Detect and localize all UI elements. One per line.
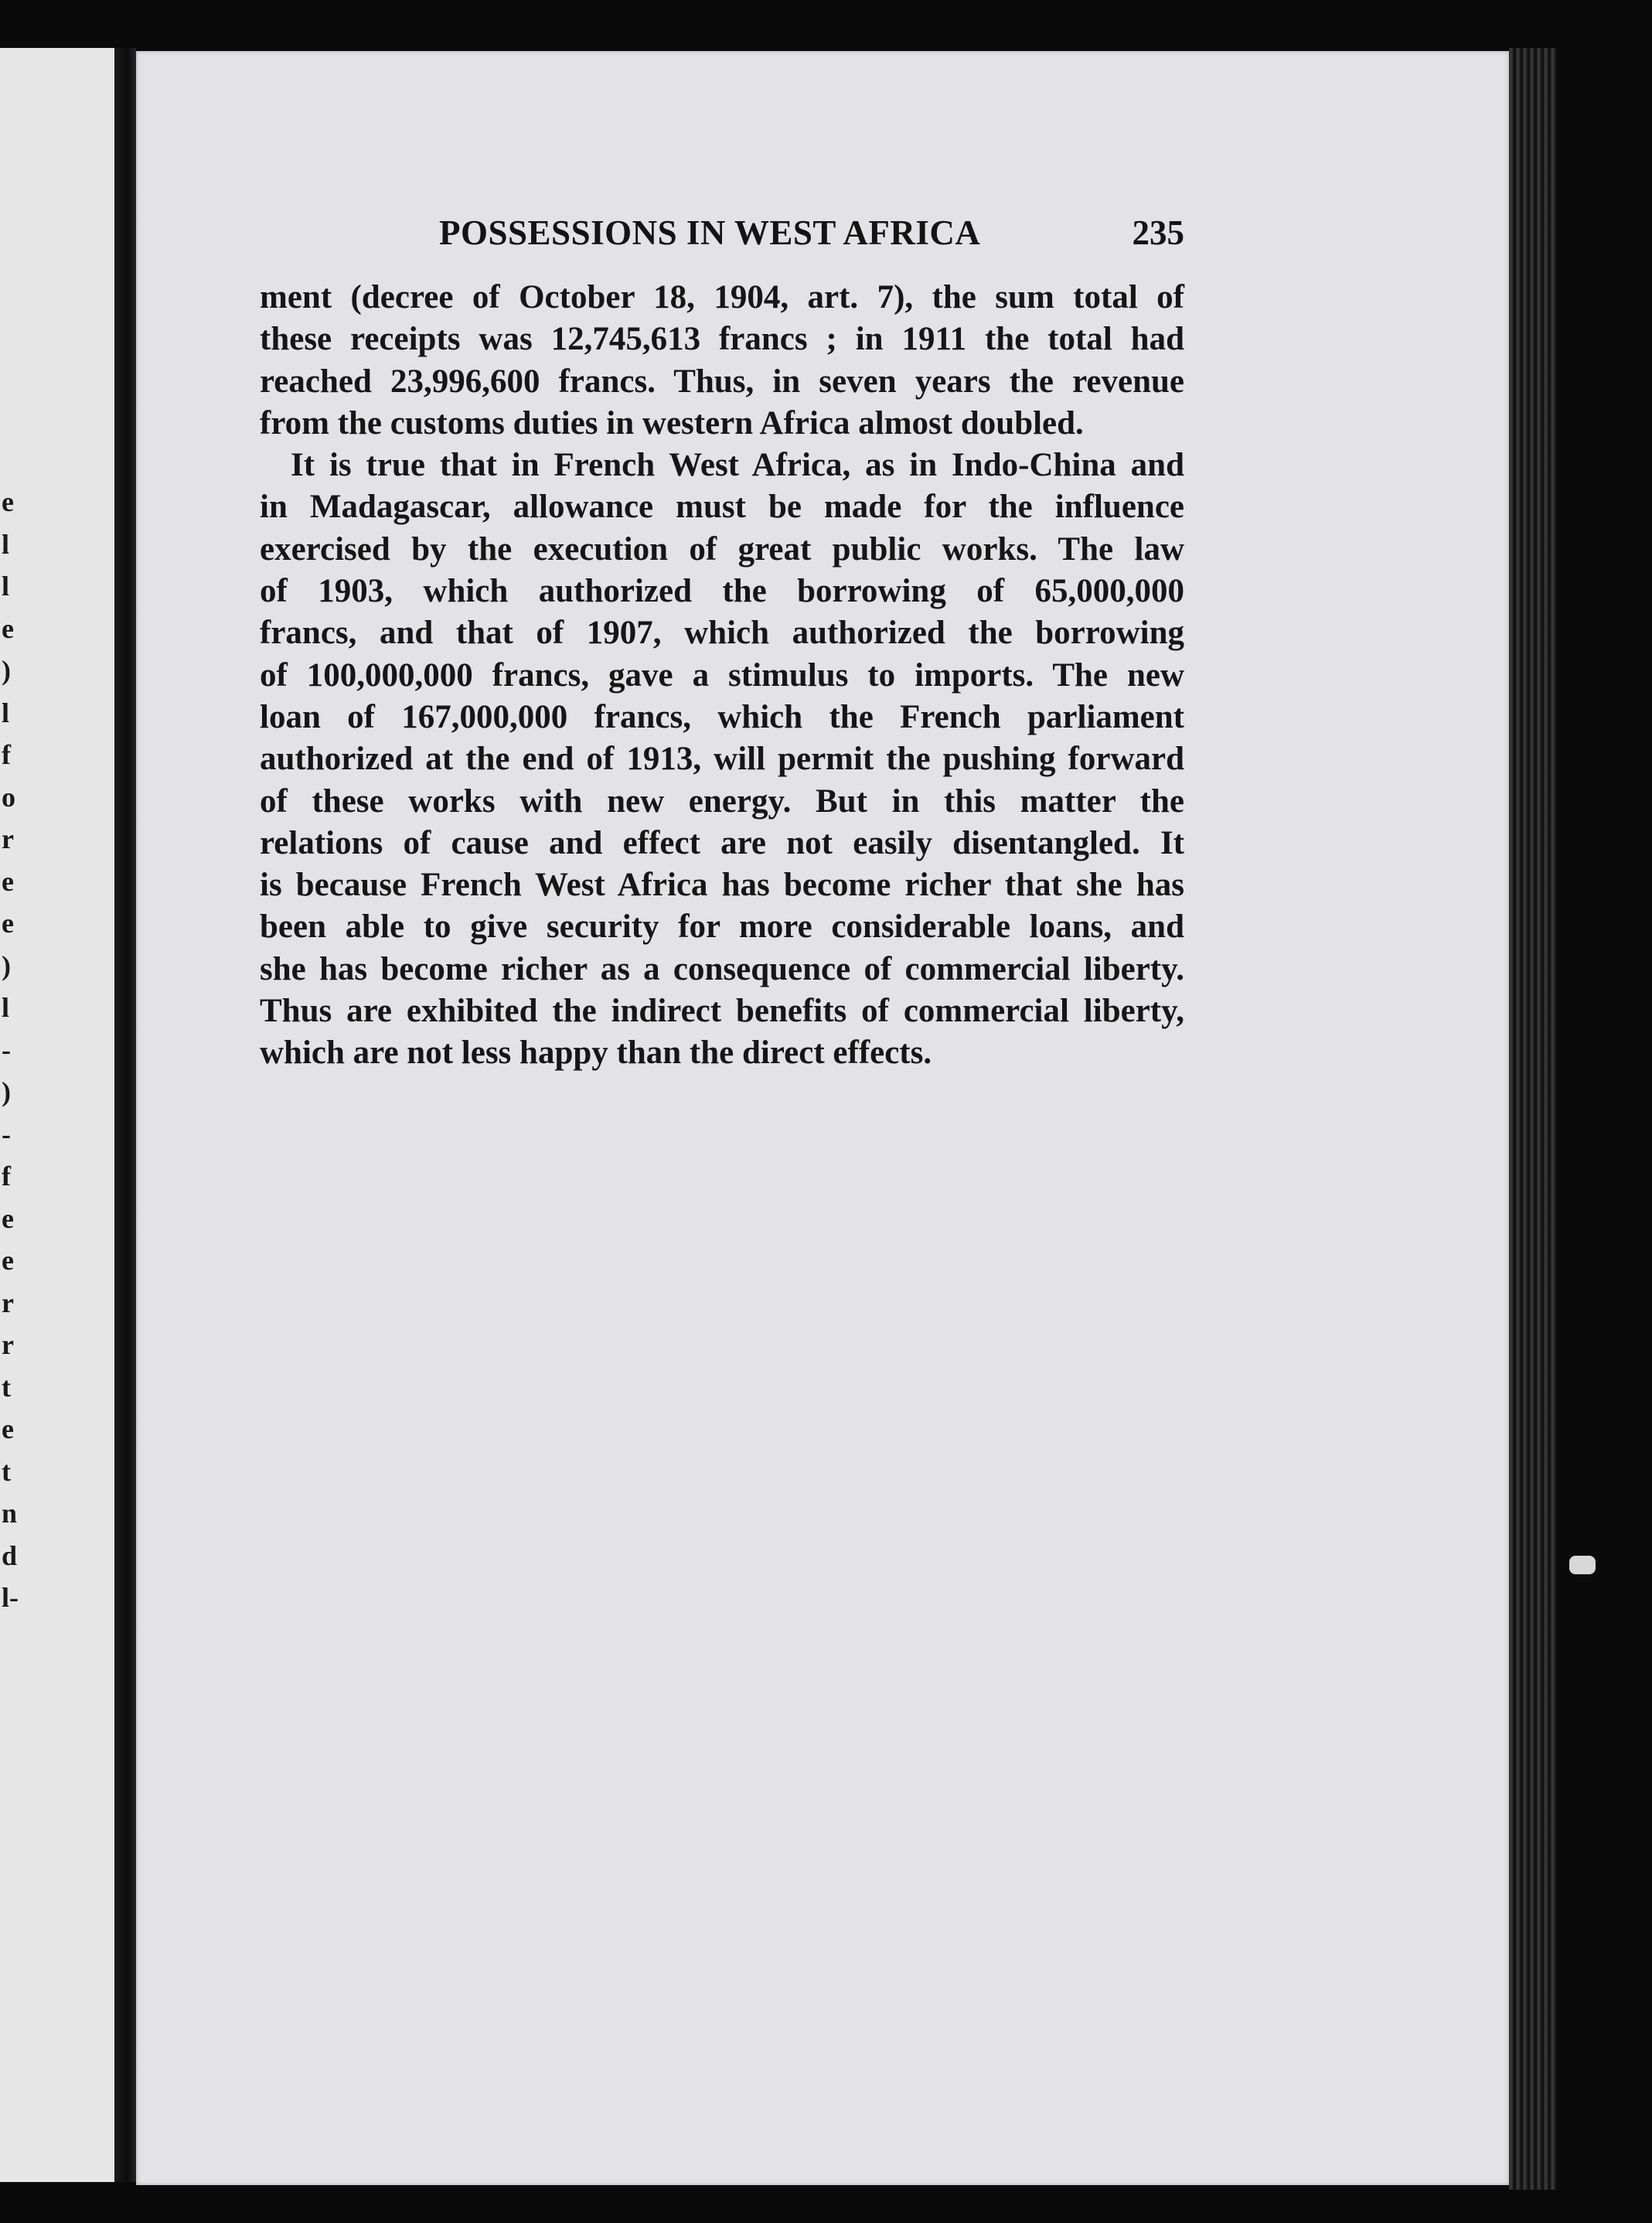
margin-char: f <box>2 739 11 770</box>
margin-char: l <box>2 697 10 728</box>
margin-char: ) <box>2 655 11 686</box>
text-line: of 1903, which authorized the borrowing of 65,000,000 <box>260 573 1184 610</box>
margin-char: e <box>2 1413 14 1444</box>
text-line: Thus are exhibited the indirect benefits of commercial liberty, <box>260 993 1184 1030</box>
margin-char: e <box>2 612 14 644</box>
text-line: reached 23,996,600 francs. Thus, in seven years the revenue <box>260 363 1184 400</box>
text-line: from the customs duties in western Africa almost doubled. <box>260 404 1084 442</box>
margin-char: e <box>2 908 14 939</box>
facing-page-margin-text <box>0 481 31 1619</box>
text-line: of 100,000,000 francs, gave a stimulus to imports. The new <box>260 656 1184 694</box>
text-line: she has become richer as a consequence of commercial liberty. <box>260 950 1184 987</box>
margin-char: l <box>2 992 10 1023</box>
text-line: ment (decree of October 18, 1904, art. 7), the sum total of <box>260 279 1184 315</box>
margin-char: e <box>2 1202 14 1234</box>
margin-char: l <box>2 528 10 560</box>
margin-char: - <box>2 1034 11 1065</box>
text-line: in Madagascar, allowance must be made for the influence <box>260 489 1184 526</box>
margin-char: ) <box>2 950 11 981</box>
margin-char: r <box>2 823 14 854</box>
text-line: been able to give security for more considerable loans, and <box>260 909 1184 946</box>
margin-char: r <box>2 1287 14 1318</box>
book-gutter <box>114 48 136 2182</box>
margin-char: o <box>2 781 15 813</box>
paragraph <box>260 445 1184 1074</box>
text-line: is because French West Africa has become richer that she has <box>260 867 1184 904</box>
body-text <box>260 277 1184 1075</box>
facing-page <box>0 48 114 2182</box>
running-head <box>260 213 1184 251</box>
text-line: francs, and that of 1907, which authorized the borrowing <box>260 615 1184 652</box>
margin-char: - <box>2 1118 11 1150</box>
edge-mark <box>1569 1556 1596 1574</box>
margin-char: d <box>2 1539 18 1571</box>
margin-char: t <box>2 1371 11 1403</box>
text-line: loan of 167,000,000 francs, which the French parliament <box>260 698 1184 735</box>
paragraph <box>260 277 1184 445</box>
margin-char: ) <box>2 1076 11 1107</box>
margin-char: r <box>2 1329 14 1360</box>
margin-char: t <box>2 1455 11 1487</box>
margin-char: l- <box>2 1582 19 1613</box>
margin-char: e <box>2 1245 14 1276</box>
page-edge <box>1509 48 1557 2190</box>
margin-char: l <box>2 571 10 602</box>
text-line: of these works with new energy. But in this matter the <box>260 782 1184 820</box>
margin-char: e <box>2 865 14 897</box>
page-number: 235 <box>1132 213 1184 252</box>
text-line: relations of cause and effect are not easily disentangled. It <box>260 824 1184 861</box>
margin-char: n <box>2 1498 18 1529</box>
text-line: It is true that in French West Africa, as in Indo-China and <box>291 447 1184 484</box>
margin-char: f <box>2 1161 11 1192</box>
text-line: authorized at the end of 1913, will permit the pushing forward <box>260 741 1184 778</box>
text-line: these receipts was 12,745,613 francs ; in 1911 the total had <box>260 321 1184 358</box>
text-line: which are not less happy than the direct effects. <box>260 1035 932 1072</box>
running-head-title: POSSESSIONS IN WEST AFRICA <box>439 213 981 252</box>
margin-char: e <box>2 486 14 517</box>
text-line: exercised by the execution of great public works. The law <box>260 530 1184 568</box>
